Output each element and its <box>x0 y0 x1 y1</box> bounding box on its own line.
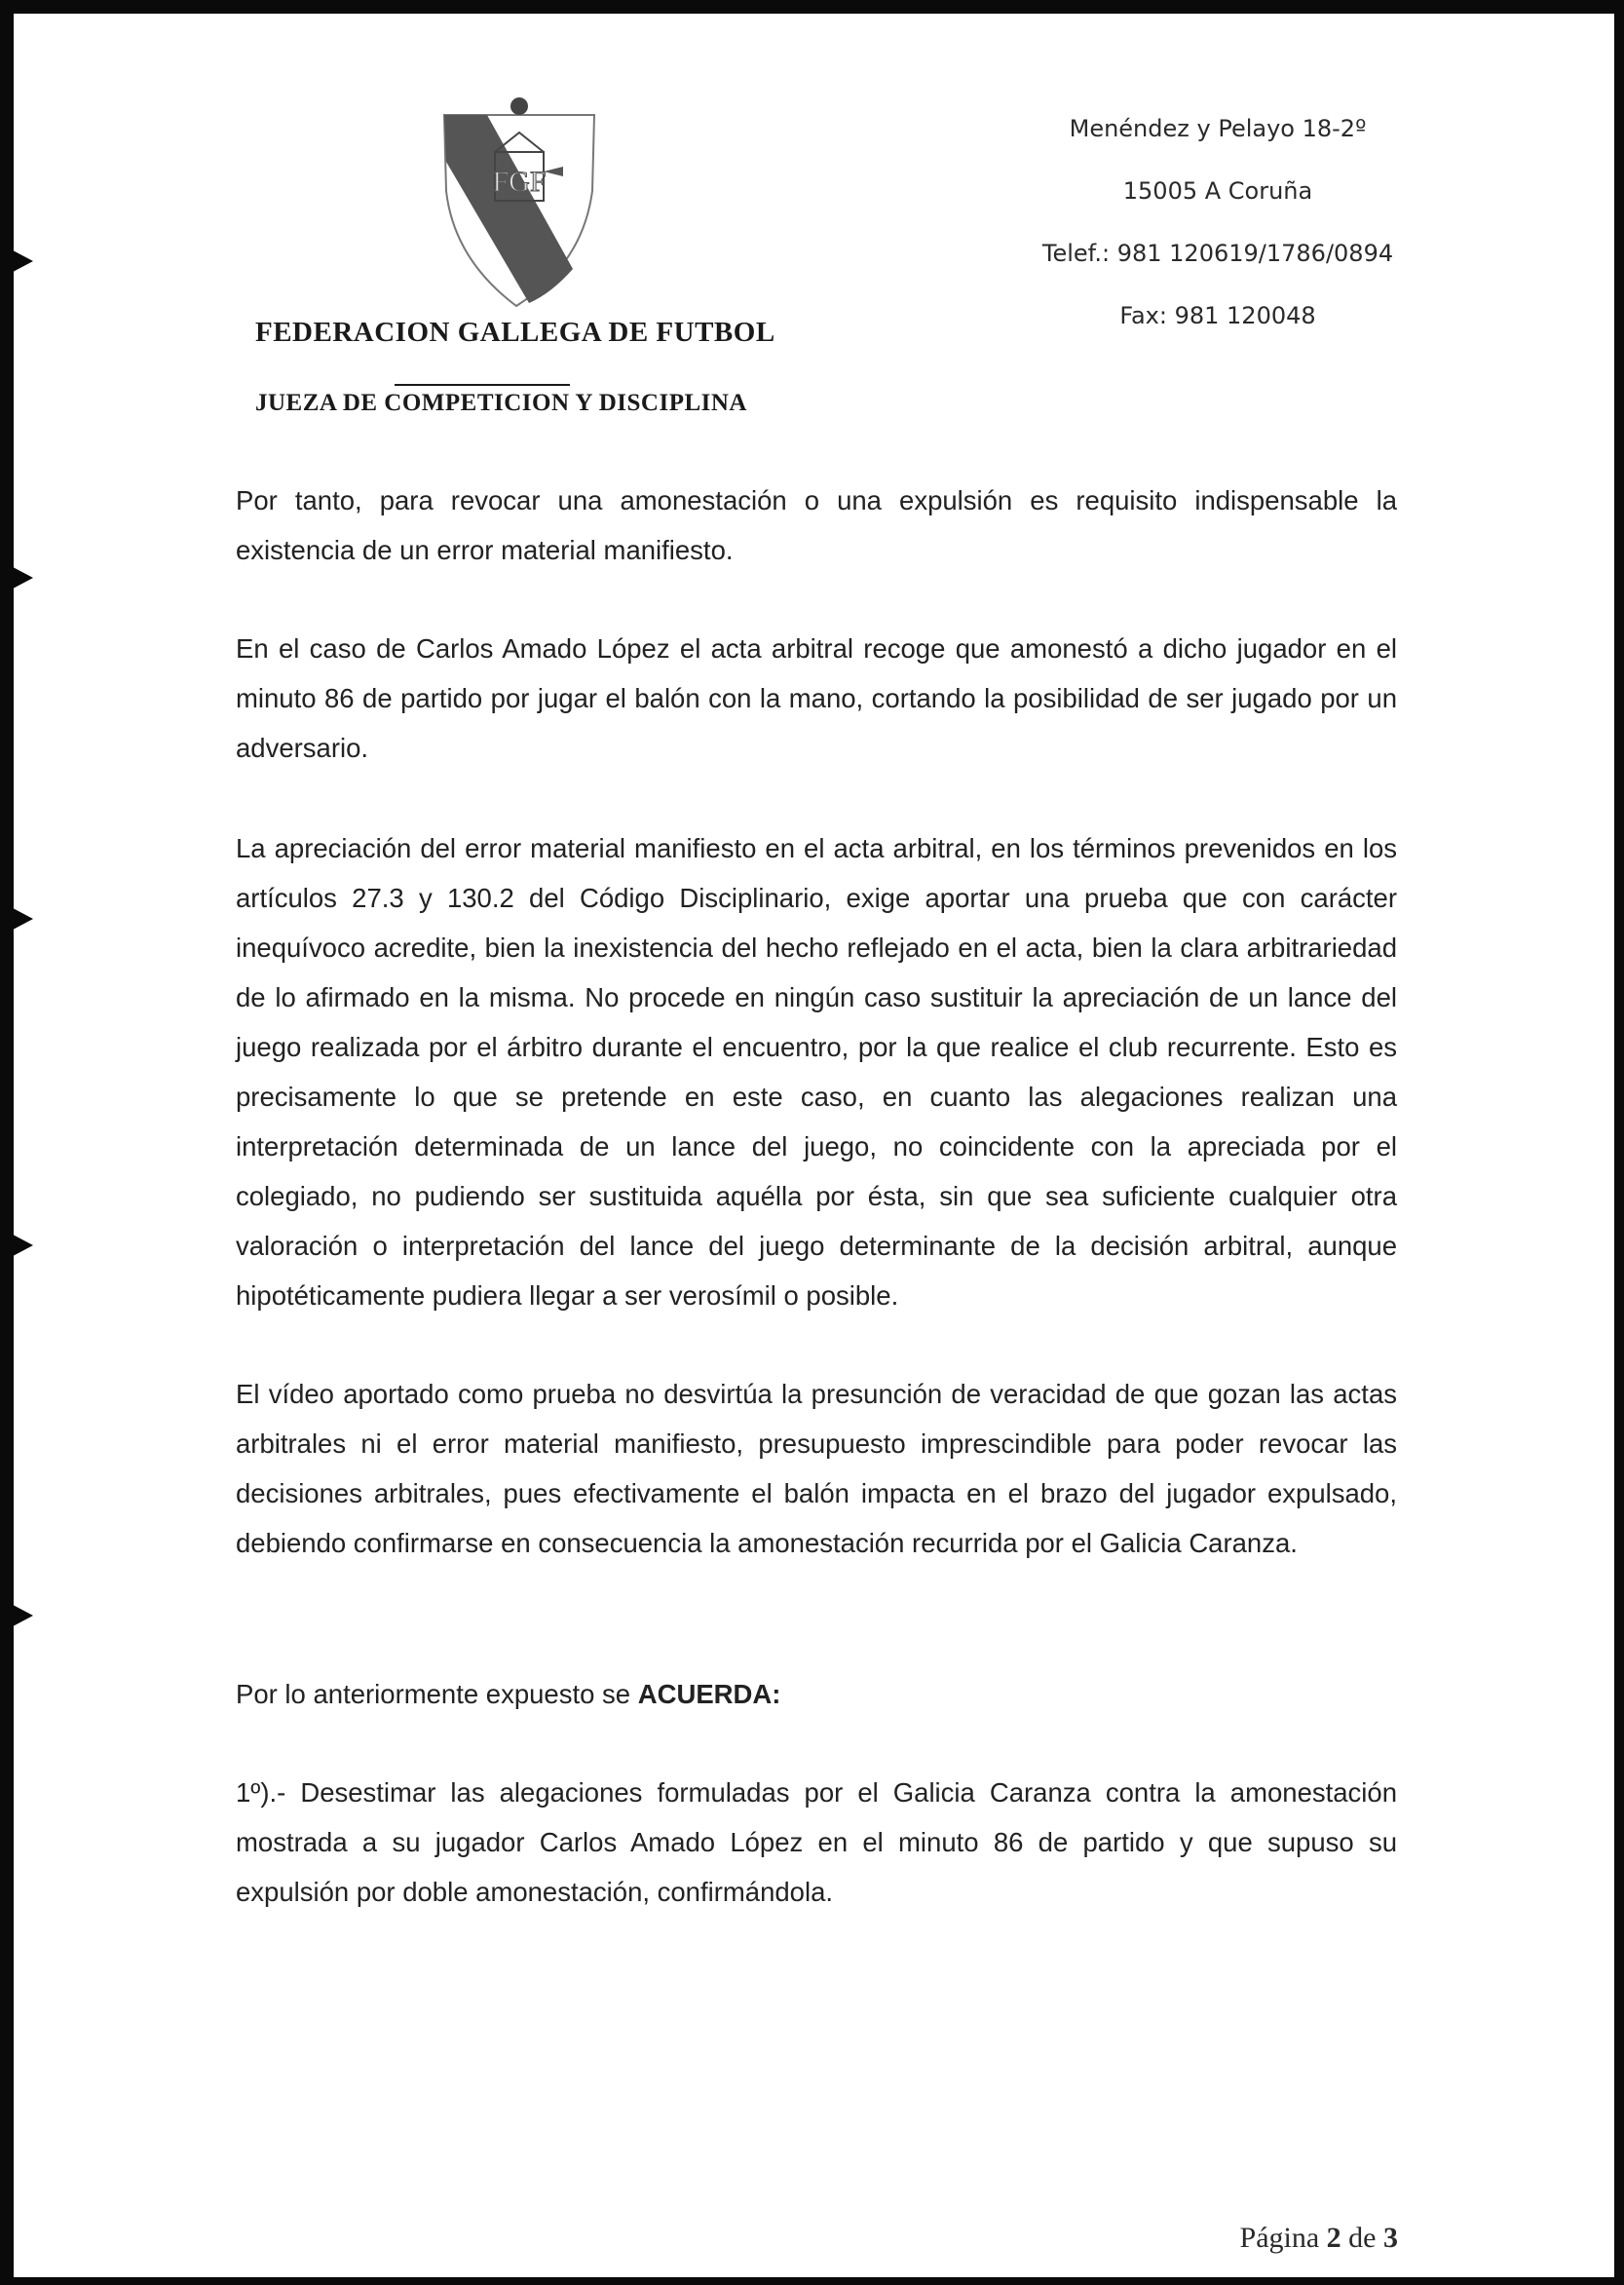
total-pages: 3 <box>1383 2222 1398 2254</box>
resolution-keyword: ACUERDA: <box>637 1679 781 1709</box>
heading-divider <box>395 384 570 386</box>
body-paragraph: La apreciación del error material manifiesto en el acta arbitral, en los términos prevenidos en los artículos 27.3 y 130.2 del Código Disciplinario, exige aportar una prueba que con carácter inequívoco acredite, bien la inexistencia del hecho reflejado en el acta, bien la clara arbitrariedad de lo afirmado en la misma. No procede en ningún caso sustituir la apreciación de un lance del juego realizada por el árbitro durante el encuentro, por la que realice el club recurrente. Esto es precisamente lo que se pretende en este caso, en cuanto las alegaciones realizan una interpretación determinada de un lance del juego, no coincidente con la apreciada por el colegiado, no pudiendo ser sustituida aquélla por ésta, sin que sea suficiente cualquier otra valoración o interpretación del lance del juego determinante de la decisión arbitral, aunque hipotéticamente pudiera llegar a ser verosímil o posible. <box>236 833 1397 1311</box>
page-footer <box>1240 2222 1398 2255</box>
scan-border-bottom <box>0 2277 1624 2285</box>
of-word: de <box>1348 2222 1377 2254</box>
federation-crest-logo <box>436 94 602 313</box>
scan-border-left <box>0 0 14 2285</box>
address-fax: Fax: 981 120048 <box>1119 302 1316 329</box>
scan-edge-mark <box>0 560 33 595</box>
document-body <box>236 476 1397 1917</box>
body-paragraph: El vídeo aportado como prueba no desvirtúa la presunción de veracidad de que gozan las actas arbitrales ni el error material manifiesto, presupuesto imprescindible para poder revocar las decisiones arbitrales, pues efectivamente el balón impacta en el brazo del jugador expulsado, debiendo confirmarse en consecuencia la amonestación recurrida por el Galicia Caranza. <box>236 1379 1397 1558</box>
scan-edge-mark <box>0 901 33 936</box>
scan-border-top <box>0 0 1624 14</box>
page-word: Página <box>1239 2222 1320 2254</box>
federation-name: FEDERACION GALLEGA DE FUTBOL <box>255 317 775 348</box>
body-paragraph: En el caso de Carlos Amado López el acta arbitral recoge que amonestó a dicho jugador en el minuto 86 de partido por jugar el balón con la mano, cortando la posibilidad de ser jugado por un adversario. <box>236 633 1397 763</box>
resolution-intro-text: Por lo anteriormente expuesto se <box>236 1679 638 1709</box>
body-paragraph: Por tanto, para revocar una amonestación o una expulsión es requisito indispensable la existencia de un error material manifiesto. <box>236 485 1397 565</box>
address-city: 15005 A Coruña <box>1122 177 1313 205</box>
scan-border-right <box>1614 0 1624 2285</box>
address-block <box>1013 109 1422 359</box>
department-name: JUEZA DE COMPETICION Y DISCIPLINA <box>255 390 747 416</box>
resolution-item: 1º).- Desestimar las alegaciones formuladas por el Galicia Caranza contra la amonestación mostrada a su jugador Carlos Amado López en el minuto 86 de partido y que supuso su expulsión por doble amonestación, confirmándola. <box>236 1777 1397 1907</box>
resolution-intro <box>236 1669 1397 1719</box>
scan-edge-mark <box>0 1228 33 1263</box>
address-phone: Telef.: 981 120619/1786/0894 <box>1041 240 1394 267</box>
scan-edge-mark <box>0 244 33 279</box>
address-street: Menéndez y Pelayo 18-2º <box>1069 115 1367 142</box>
scan-edge-mark <box>0 1598 33 1633</box>
page-number: 2 <box>1326 2222 1341 2254</box>
crest-monogram: FGF <box>492 166 547 198</box>
